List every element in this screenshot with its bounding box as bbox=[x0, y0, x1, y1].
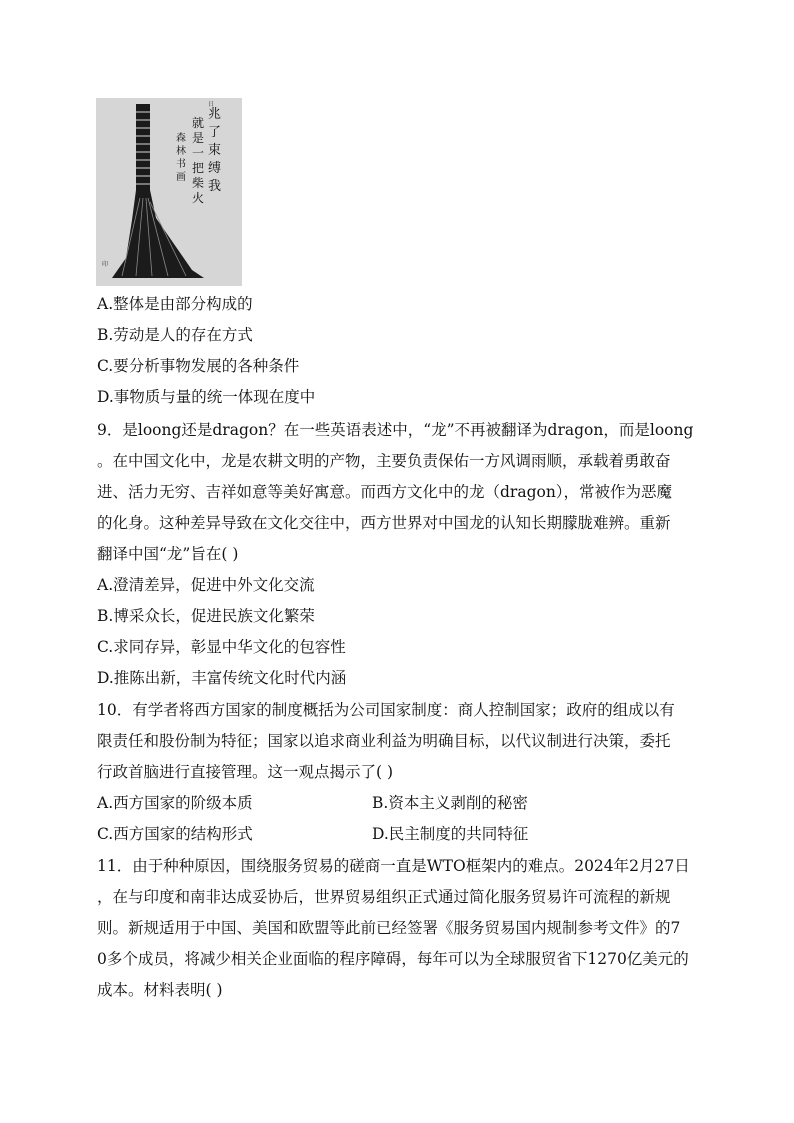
q10-option-c[interactable]: C.西方国家的结构形式 bbox=[97, 825, 253, 843]
q9-option-c[interactable]: C.求同存异，彰显中华文化的包容性 bbox=[97, 638, 346, 656]
svg-text:日: 日 bbox=[208, 101, 215, 108]
q11-stem-line: 11．由于种种原因，围绕服务贸易的磋商一直是WTO框架内的难点。2024年2月27日 bbox=[97, 857, 690, 875]
q11-stem-line: 0多个成员，将减少相关企业面临的程序障碍，每年可以为全球服贸省下1270亿美元的 bbox=[97, 950, 689, 968]
q10-option-d[interactable]: D.民主制度的共同特征 bbox=[372, 825, 529, 843]
q11-stem-line: 则。新规适用于中国、美国和欧盟等此前已经签署《服务贸易国内规制参考文件》的7 bbox=[97, 919, 681, 937]
calligraphy-col2: 就是一把柴火 bbox=[192, 116, 205, 205]
q10-stem-line: 行政首脑进行直接管理。这一观点揭示了( ) bbox=[97, 763, 394, 781]
calligraphy-col3: 森林书画 bbox=[176, 133, 186, 183]
q9-stem-line: 进、活力无穷、吉祥如意等美好寓意。而西方文化中的龙（dragon），常被作为恶魔 bbox=[97, 483, 673, 501]
q9-stem-line: 的化身。这种差异导致在文化交往中，西方世界对中国龙的认知长期朦胧难辨。重新 bbox=[97, 514, 671, 532]
woodcut-illustration bbox=[96, 98, 242, 286]
q10-stem-line: 10．有学者将西方国家的制度概括为公司国家制度：商人控制国家；政府的组成以有 bbox=[97, 701, 675, 719]
q9-option-d[interactable]: D.推陈出新，丰富传统文化时代内涵 bbox=[97, 669, 347, 687]
q8-option-c[interactable]: C.要分析事物发展的各种条件 bbox=[97, 357, 300, 375]
calligraphy-col1: 兆了束缚我 bbox=[208, 107, 222, 194]
q11-stem-line: 成本。材料表明( ) bbox=[97, 981, 223, 999]
q9-option-b[interactable]: B.博采众长，促进民族文化繁荣 bbox=[97, 607, 315, 625]
q10-option-b[interactable]: B.资本主义剥削的秘密 bbox=[372, 794, 528, 812]
q10-stem-line: 限责任和股份制为特征；国家以追求商业利益为明确目标，以代议制进行决策，委托 bbox=[97, 732, 671, 750]
q9-stem-line: 。在中国文化中，龙是农耕文明的产物，主要负责保佑一方风调雨顺，承载着勇敢奋 bbox=[97, 452, 671, 470]
q8-option-d[interactable]: D.事物质与量的统一体现在度中 bbox=[97, 388, 316, 406]
q9-option-a[interactable]: A.澄清差异，促进中外文化交流 bbox=[97, 576, 315, 594]
q8-option-b[interactable]: B.劳动是人的存在方式 bbox=[97, 326, 253, 344]
q8-option-a[interactable]: A.整体是由部分构成的 bbox=[97, 295, 253, 313]
q9-stem-line: 翻译中国“龙”旨在( ) bbox=[97, 545, 239, 563]
q10-option-a[interactable]: A.西方国家的阶级本质 bbox=[97, 794, 253, 812]
q11-stem-line: ，在与印度和南非达成妥协后，世界贸易组织正式通过简化服务贸易许可流程的新规 bbox=[97, 888, 671, 906]
svg-text:印: 印 bbox=[102, 261, 109, 268]
q9-stem-line: 9．是loong还是dragon？在一些英语表述中，“龙”不再被翻译为dragon，而是loong bbox=[97, 421, 694, 439]
